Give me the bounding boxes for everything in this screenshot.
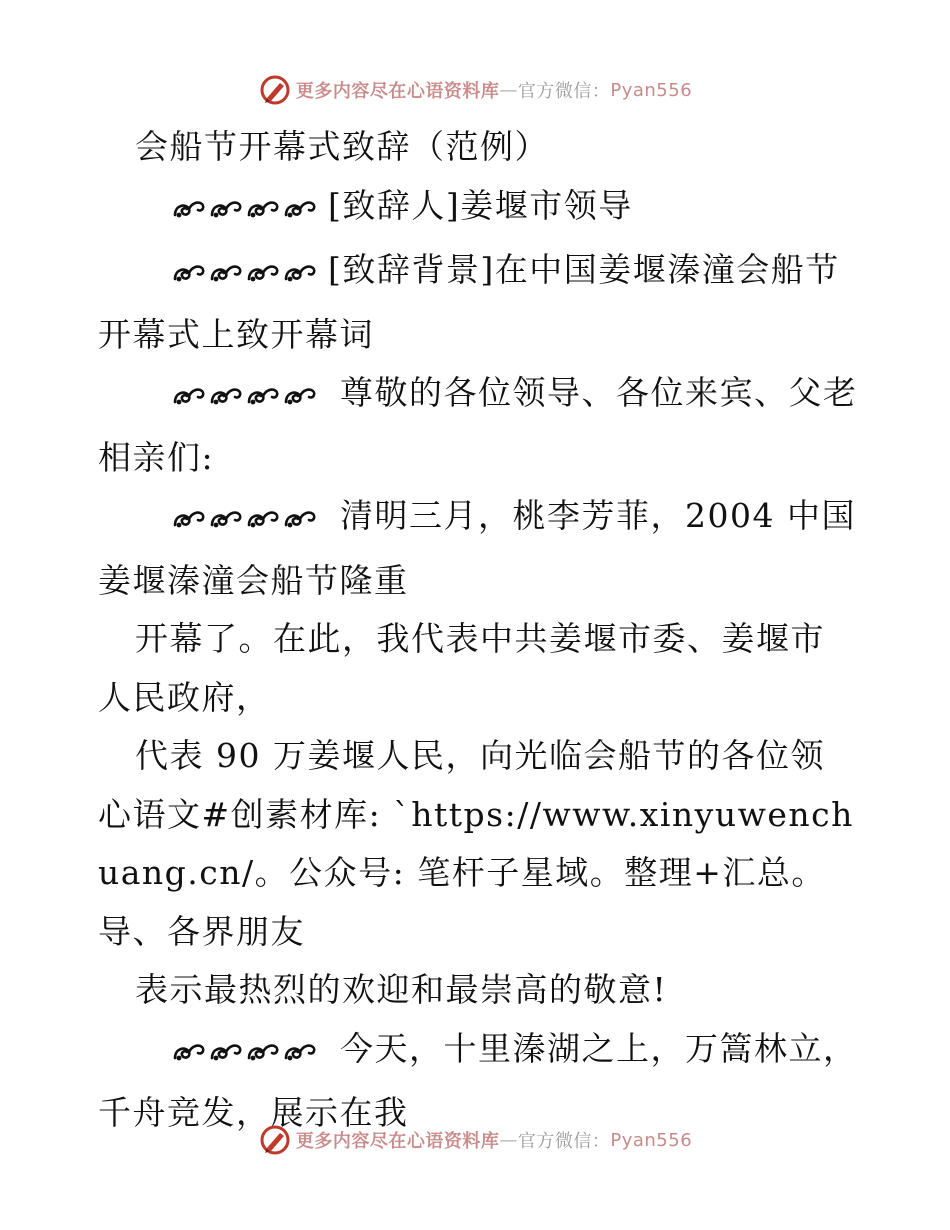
paragraph-text: 尊敬的各位领导、各位来宾、父老相亲们: [98, 373, 858, 477]
ornament-icon [135, 370, 322, 429]
paragraph-title [98, 118, 858, 177]
paragraph-speaker [98, 177, 858, 242]
paragraph-text: [致辞背景]在中国姜堰溱潼会船节开幕式上致开幕词 [98, 250, 840, 354]
paragraph-background [98, 241, 858, 364]
ornament-icon [135, 493, 322, 552]
header-banner [0, 70, 950, 110]
banner-main-text: 更多内容尽在心语资料库 [295, 81, 500, 102]
banner-wechat-label: 官方微信： [517, 81, 611, 102]
ornament-icon [135, 1026, 322, 1085]
paragraph-salutation [98, 364, 858, 487]
footer-banner [0, 1120, 950, 1160]
document-body [98, 118, 858, 1143]
paragraph-representation [98, 727, 858, 961]
paragraph-text: 会船节开幕式致辞（范例） [135, 127, 549, 166]
banner-wechat-id: Pyan556 [610, 79, 693, 101]
paragraph-opening [98, 487, 858, 610]
banner-wechat-label: 官方微信： [517, 1131, 611, 1152]
paragraph-text: 清明三月，桃李芳菲，2004 中国姜堰溱潼会船节隆重 [98, 496, 856, 600]
banner-wechat-id: Pyan556 [610, 1129, 693, 1151]
banner-main-text: 更多内容尽在心语资料库 [295, 1131, 500, 1152]
paragraph-welcome [98, 610, 858, 727]
banner-separator: — [499, 1129, 518, 1151]
ornament-icon [135, 247, 322, 306]
paragraph-respect [98, 961, 858, 1020]
ornament-icon [135, 183, 322, 242]
pen-logo-icon [258, 1123, 292, 1157]
paragraph-text: 开幕了。在此，我代表中共姜堰市委、姜堰市人民政府， [98, 619, 825, 717]
paragraph-text: 今天，十里溱湖之上，万篙林立，千舟竞发，展示在我 [98, 1028, 858, 1132]
pen-logo-icon [258, 73, 292, 107]
paragraph-text: 代表 90 万姜堰人民，向光临会船节的各位领心语文#创素材库: `https://www.xinyuwenchuang.cn/。公众号: 笔杆子星域。整理+汇总。导、各界朋友 [98, 736, 854, 951]
paragraph-text: [致辞人]姜堰市领导 [328, 185, 633, 225]
paragraph-text: 表示最热烈的欢迎和最崇高的敬意! [135, 970, 668, 1009]
banner-separator: — [499, 79, 518, 101]
